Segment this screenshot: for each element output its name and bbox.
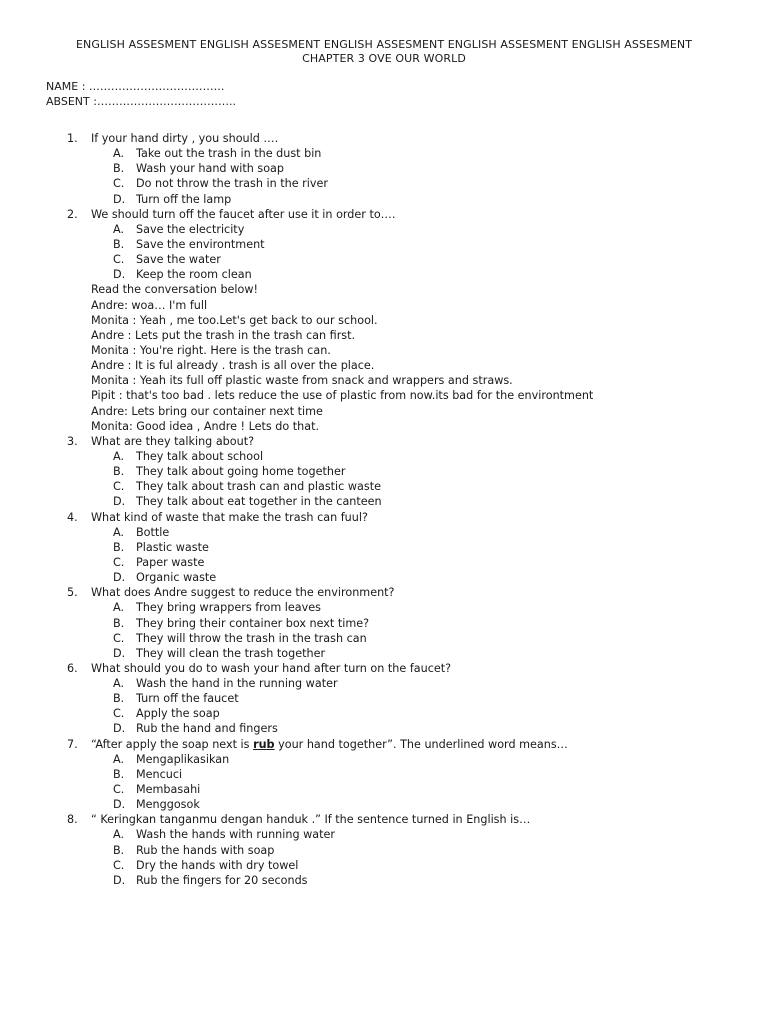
option	[0, 721, 768, 736]
option-text: They will clean the trash together	[136, 646, 326, 660]
question	[0, 737, 768, 752]
option	[0, 267, 768, 282]
option-text: They talk about eat together in the canteen	[136, 495, 382, 509]
option-text: Take out the trash in the dust bin	[136, 147, 322, 161]
option	[0, 767, 768, 782]
option-label: A.	[113, 147, 125, 161]
option-text: They talk about trash can and plastic waste	[136, 480, 381, 494]
question	[0, 510, 768, 525]
option-label: C.	[113, 783, 125, 797]
question-text-after: your hand together”. The underlined word means…	[274, 737, 568, 751]
option	[0, 222, 768, 237]
option	[0, 161, 768, 176]
question-text: What kind of waste that make the trash can fuul?	[91, 510, 368, 524]
question-number: 7.	[67, 737, 78, 751]
conversation-line	[0, 358, 768, 373]
option-text: Save the electricity	[136, 222, 245, 236]
option-label: A.	[113, 752, 125, 766]
option	[0, 192, 768, 207]
option-text: Turn off the lamp	[136, 192, 232, 206]
header-title: ENGLISH ASSESMENT ENGLISH ASSESMENT ENGLISH ASSESMENT ENGLISH ASSESMENT ENGLISH ASSESMENT	[75, 38, 693, 51]
option	[0, 782, 768, 797]
conversation-text: Monita : Yeah its full off plastic waste from snack and wrappers and straws.	[91, 374, 513, 388]
option-label: C.	[113, 177, 125, 191]
option	[0, 797, 768, 812]
option-label: A.	[113, 449, 125, 463]
option-label: D.	[113, 192, 126, 206]
question-text: What does Andre suggest to reduce the environment?	[91, 586, 395, 600]
option-text: Mengaplikasikan	[136, 752, 230, 766]
option-label: B.	[113, 162, 125, 176]
option	[0, 706, 768, 721]
conversation-text: Andre: Lets bring our container next time	[91, 404, 323, 418]
option	[0, 570, 768, 585]
option	[0, 843, 768, 858]
option	[0, 858, 768, 873]
option-text: Menggosok	[136, 798, 200, 812]
option-text: Rub the hand and fingers	[136, 722, 278, 736]
option-text: They talk about school	[136, 449, 264, 463]
option	[0, 252, 768, 267]
question-text: We should turn off the faucet after use it in order to….	[91, 207, 396, 221]
underlined-word: rub	[253, 737, 275, 751]
option-text: Wash the hands with running water	[136, 828, 336, 842]
conversation-line	[0, 343, 768, 358]
option-label: C.	[113, 555, 125, 569]
question-text: What should you do to wash your hand after turn on the faucet?	[91, 661, 452, 675]
option	[0, 752, 768, 767]
option	[0, 464, 768, 479]
option-label: D.	[113, 798, 126, 812]
option	[0, 646, 768, 661]
option-text: Save the environtment	[136, 237, 265, 251]
conversation-line	[0, 404, 768, 419]
question-list	[0, 131, 768, 888]
option-text: They bring wrappers from leaves	[136, 601, 321, 615]
question	[0, 207, 768, 222]
option-text: Do not throw the trash in the river	[136, 177, 328, 191]
conversation-text: Monita : Yeah , me too.Let's get back to our school.	[91, 313, 378, 327]
option	[0, 525, 768, 540]
question-text-before: “After apply the soap next is	[91, 737, 254, 751]
option-label: A.	[113, 222, 125, 236]
option-label: B.	[113, 616, 125, 630]
option	[0, 540, 768, 555]
question-number: 8.	[67, 813, 78, 827]
option-text: Save the water	[136, 253, 221, 267]
option-label: C.	[113, 253, 125, 267]
option-label: A.	[113, 601, 125, 615]
conversation-line	[0, 373, 768, 388]
question-number: 6.	[67, 661, 78, 675]
option-text: Apply the soap	[136, 707, 220, 721]
option-text: Dry the hands with dry towel	[136, 858, 299, 872]
option-text: Rub the hands with soap	[136, 843, 275, 857]
option-label: D.	[113, 571, 126, 585]
conversation-line	[0, 388, 768, 403]
question-text: “ Keringkan tanganmu dengan handuk .” If the sentence turned in English is…	[91, 813, 531, 827]
option	[0, 237, 768, 252]
conversation-text: Andre: woa… I'm full	[91, 298, 208, 312]
chapter-title: CHAPTER 3 OVE OUR WORLD	[302, 52, 466, 65]
option-label: D.	[113, 873, 126, 887]
option	[0, 827, 768, 842]
option	[0, 449, 768, 464]
conversation-text: Andre : Lets put the trash in the trash can first.	[91, 328, 356, 342]
option-text: Keep the room clean	[136, 268, 252, 282]
option-label: B.	[113, 237, 125, 251]
option-label: C.	[113, 707, 125, 721]
conversation-text: Monita: Good idea , Andre ! Lets do that.	[91, 419, 320, 433]
option-label: C.	[113, 631, 125, 645]
question-text: What are they talking about?	[91, 434, 255, 448]
option-label: B.	[113, 540, 125, 554]
option-text: Rub the fingers for 20 seconds	[136, 873, 308, 887]
option-text: They bring their container box next time?	[136, 616, 370, 630]
option-label: D.	[113, 495, 126, 509]
option	[0, 600, 768, 615]
option-text: Wash the hand in the running water	[136, 677, 338, 691]
option-text: Wash your hand with soap	[136, 162, 285, 176]
option-label: A.	[113, 525, 125, 539]
question	[0, 434, 768, 449]
option-text: Paper waste	[136, 555, 205, 569]
name-field: NAME : ……………………………….	[46, 80, 225, 93]
question	[0, 131, 768, 146]
option	[0, 479, 768, 494]
option-text: Turn off the faucet	[136, 692, 239, 706]
question-number: 5.	[67, 586, 78, 600]
option-label: B.	[113, 692, 125, 706]
option-text: Membasahi	[136, 783, 201, 797]
absent-field: ABSENT :………………………………..	[46, 95, 236, 108]
option	[0, 176, 768, 191]
question-text	[91, 737, 568, 752]
option	[0, 873, 768, 888]
conversation-text: Monita : You're right. Here is the trash can.	[91, 343, 331, 357]
option-text: Mencuci	[136, 767, 183, 781]
option-text: Bottle	[136, 525, 170, 539]
option-label: B.	[113, 465, 125, 479]
option-text: They talk about going home together	[136, 465, 346, 479]
option-text: Organic waste	[136, 571, 217, 585]
conversation-line	[0, 282, 768, 297]
question-number: 3.	[67, 434, 78, 448]
option-text: They will throw the trash in the trash can	[136, 631, 367, 645]
question	[0, 812, 768, 827]
option-label: A.	[113, 828, 125, 842]
conversation-text: Pipit : that's too bad . lets reduce the use of plastic from now.its bad for the environtment	[91, 389, 594, 403]
option	[0, 555, 768, 570]
option-label: B.	[113, 843, 125, 857]
option-label: C.	[113, 480, 125, 494]
question-text: If your hand dirty , you should ….	[91, 132, 279, 145]
conversation-text: Andre : It is ful already . trash is all over the place.	[91, 359, 375, 373]
question-number: 1.	[67, 132, 78, 145]
option-label: D.	[113, 268, 126, 282]
conversation-line	[0, 328, 768, 343]
option-label: D.	[113, 722, 126, 736]
conversation-line	[0, 298, 768, 313]
option	[0, 691, 768, 706]
option-label: D.	[113, 646, 126, 660]
option	[0, 146, 768, 161]
conversation-line	[0, 313, 768, 328]
option-text: Plastic waste	[136, 540, 209, 554]
option	[0, 616, 768, 631]
question-number: 2.	[67, 207, 78, 221]
option-label: B.	[113, 767, 125, 781]
conversation-text: Read the conversation below!	[91, 283, 259, 297]
option	[0, 494, 768, 509]
question	[0, 585, 768, 600]
option	[0, 676, 768, 691]
conversation-line	[0, 419, 768, 434]
option-label: A.	[113, 677, 125, 691]
question-number: 4.	[67, 510, 78, 524]
option	[0, 631, 768, 646]
option-label: C.	[113, 858, 125, 872]
question	[0, 661, 768, 676]
